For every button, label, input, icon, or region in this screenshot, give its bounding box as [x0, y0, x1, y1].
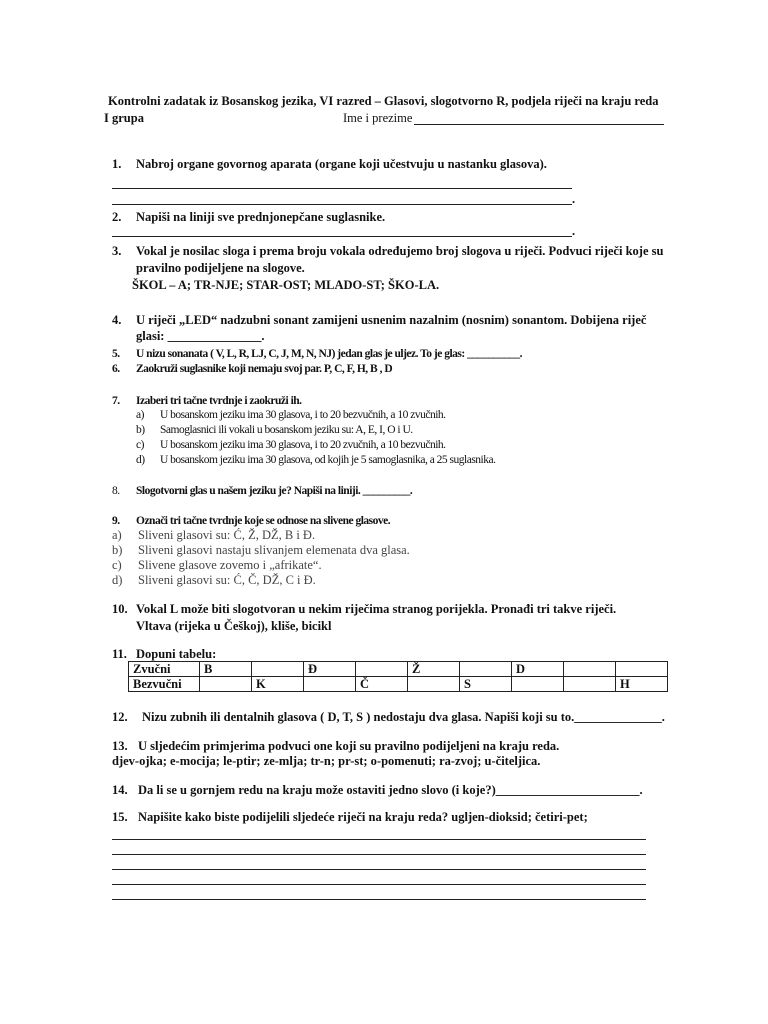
option-b[interactable]	[112, 543, 410, 558]
question-text: Da li se u gornjem redu na kraju može ostaviti jedno slovo (i koje?)_______________________.	[138, 783, 643, 797]
question-text: Vokal L može biti slogotvoran u nekim riječima stranog porijekla. Pronađi tri takve riječi.	[136, 602, 617, 616]
question-text: Napišite kako biste podijelili sljedeće riječi na kraju reda? ugljen-dioksid; četiri-pet;	[138, 810, 588, 824]
table-cell[interactable]: D	[512, 662, 564, 677]
option-text: U bosanskom jeziku ima 30 glasova, i to 20 zvučnih, a 10 bezvučnih.	[160, 439, 446, 451]
question-10	[112, 602, 616, 617]
table-cell[interactable]	[460, 662, 512, 677]
question-number: 1.	[112, 157, 122, 171]
question-6	[112, 362, 392, 377]
option-letter: a)	[112, 528, 122, 542]
option-letter: b)	[112, 543, 123, 557]
group-label: I grupa	[104, 111, 144, 125]
table-row	[129, 662, 668, 677]
question-text: Slogotvorni glas u našem jeziku je? Napiši na liniji. _________.	[136, 485, 413, 497]
option-text: U bosanskom jeziku ima 30 glasova, i to 20 bezvučnih, a 10 zvučnih.	[160, 409, 446, 421]
question-3	[112, 244, 663, 259]
table-cell[interactable]	[304, 677, 356, 692]
question-number: 14.	[112, 783, 128, 797]
voicing-table	[128, 661, 668, 692]
table-cell[interactable]	[408, 677, 460, 692]
answer-line[interactable]	[112, 884, 646, 885]
question-text: Dopuni tabelu:	[136, 647, 217, 661]
question-1	[112, 157, 547, 172]
question-text: Nabroj organe govornog aparata (organe koji učestvuju u nastanku glasova).	[136, 157, 547, 171]
line-end-dot: .	[572, 192, 576, 206]
question-number: 11.	[112, 647, 127, 661]
question-3-words: ŠKOL – A; TR-NJE; STAR-OST; MLADO-ST; ŠKO-LA.	[132, 278, 440, 292]
question-13-examples: djev-ojka; e-mocija; le-ptir; ze-mlja; tr-n; pr-st; o-pomenuti; ra-zvoj; u-čiteljica.	[112, 754, 541, 768]
table-cell[interactable]: S	[460, 677, 512, 692]
option-d[interactable]	[136, 453, 495, 468]
line-end-dot: .	[572, 224, 576, 238]
name-label: Ime i prezime	[343, 111, 413, 125]
question-5	[112, 347, 522, 362]
question-4-cont: glasi: _______________.	[136, 329, 265, 343]
question-number: 15.	[112, 810, 128, 824]
option-b[interactable]	[136, 423, 413, 438]
question-text: U nizu sonanata ( V, L, R, LJ, C, J, M, N, NJ) jedan glas je uljez. To je glas: __________.	[136, 348, 522, 360]
question-text: U sljedećim primjerima podvuci one koji su pravilno podijeljeni na kraju reda.	[138, 739, 560, 753]
question-number: 4.	[112, 313, 122, 327]
table-cell[interactable]: K	[252, 677, 304, 692]
question-8	[112, 484, 412, 499]
option-a[interactable]	[136, 408, 446, 423]
table-cell[interactable]	[616, 662, 668, 677]
option-c[interactable]	[112, 558, 322, 573]
question-12	[112, 710, 665, 725]
question-number: 7.	[112, 395, 120, 407]
answer-line[interactable]	[112, 188, 572, 189]
table-cell[interactable]	[200, 677, 252, 692]
question-number: 13.	[112, 739, 128, 753]
question-2	[112, 210, 385, 225]
table-cell[interactable]	[252, 662, 304, 677]
option-text: Slivene glasove zovemo i „afrikate“.	[138, 558, 322, 572]
question-number: 10.	[112, 602, 128, 616]
question-number: 2.	[112, 210, 122, 224]
table-cell[interactable]: H	[616, 677, 668, 692]
option-letter: d)	[136, 454, 145, 466]
answer-line[interactable]	[112, 854, 646, 855]
question-number: 12.	[112, 710, 128, 724]
table-row	[129, 677, 668, 692]
question-text: Vokal je nosilac sloga i prema broju vokala određujemo broj slogova u riječi. Podvuci riječi koje su	[136, 244, 664, 258]
question-text: Izaberi tri tačne tvrdnje i zaokruži ih.	[136, 395, 302, 407]
question-11	[112, 647, 216, 662]
option-text: Sliveni glasovi su: Ć, Ž, DŽ, B i Đ.	[138, 528, 316, 542]
option-letter: b)	[136, 424, 145, 436]
question-10-examples: Vltava (rijeka u Češkoj), kliše, bicikl	[136, 619, 332, 633]
name-line[interactable]	[414, 124, 664, 125]
table-cell[interactable]	[564, 677, 616, 692]
question-number: 6.	[112, 363, 120, 375]
question-number: 3.	[112, 244, 122, 258]
answer-line[interactable]	[112, 899, 646, 900]
table-cell[interactable]	[356, 662, 408, 677]
answer-line[interactable]	[112, 869, 646, 870]
option-letter: c)	[112, 558, 122, 572]
question-number: 5.	[112, 348, 120, 360]
question-text: U riječi „LED“ nadzubni sonant zamijeni usnenim nazalnim (nosnim) sonantom. Dobijena riječ	[136, 313, 647, 327]
option-text: Samoglasnici ili vokali u bosanskom jeziku su: A, E, I, O i U.	[160, 424, 413, 436]
option-text: Sliveni glasovi nastaju slivanjem elemenata dva glasa.	[138, 543, 410, 557]
question-15	[112, 810, 588, 825]
question-text: Nizu zubnih ili dentalnih glasova ( D, T, S ) nedostaju dva glasa. Napiši koji su to.______________.	[142, 710, 665, 724]
document-title: Kontrolni zadatak iz Bosanskog jezika, VI razred – Glasovi, slogotvorno R, podjela riječi na kraju reda	[108, 94, 659, 108]
question-text: Označi tri tačne tvrdnje koje se odnose na slivene glasove.	[136, 515, 391, 527]
option-letter: d)	[112, 573, 123, 587]
question-7	[112, 394, 302, 409]
table-cell[interactable]: B	[200, 662, 252, 677]
table-cell[interactable]: Č	[356, 677, 408, 692]
question-4	[112, 313, 646, 328]
question-9	[112, 514, 390, 529]
question-3-cont: pravilno podijeljene na slogove.	[136, 261, 305, 275]
answer-line[interactable]	[112, 839, 646, 840]
question-text: Zaokruži suglasnike koji nemaju svoj par. P, C, F, H, B , D	[136, 363, 393, 375]
option-text: U bosanskom jeziku ima 30 glasova, od kojih je 5 samoglasnika, a 25 suglasnika.	[160, 454, 496, 466]
answer-line[interactable]	[112, 204, 572, 205]
option-a[interactable]	[112, 528, 315, 543]
question-number: 8.	[112, 485, 120, 497]
table-cell[interactable]: Ž	[408, 662, 460, 677]
row-header: Bezvučni	[129, 677, 200, 692]
option-letter: c)	[136, 439, 144, 451]
table-cell[interactable]	[512, 677, 564, 692]
question-number: 9.	[112, 515, 120, 527]
option-letter: a)	[136, 409, 144, 421]
question-13	[112, 739, 559, 754]
row-header: Zvučni	[129, 662, 200, 677]
table-cell[interactable]: Đ	[304, 662, 356, 677]
answer-line[interactable]	[112, 236, 572, 237]
option-d[interactable]	[112, 573, 316, 588]
table-cell[interactable]	[564, 662, 616, 677]
question-text: Napiši na liniji sve prednjonepčane suglasnike.	[136, 210, 386, 224]
option-c[interactable]	[136, 438, 446, 453]
question-14	[112, 783, 643, 798]
option-text: Sliveni glasovi su: Ć, Č, DŽ, C i Đ.	[138, 573, 316, 587]
